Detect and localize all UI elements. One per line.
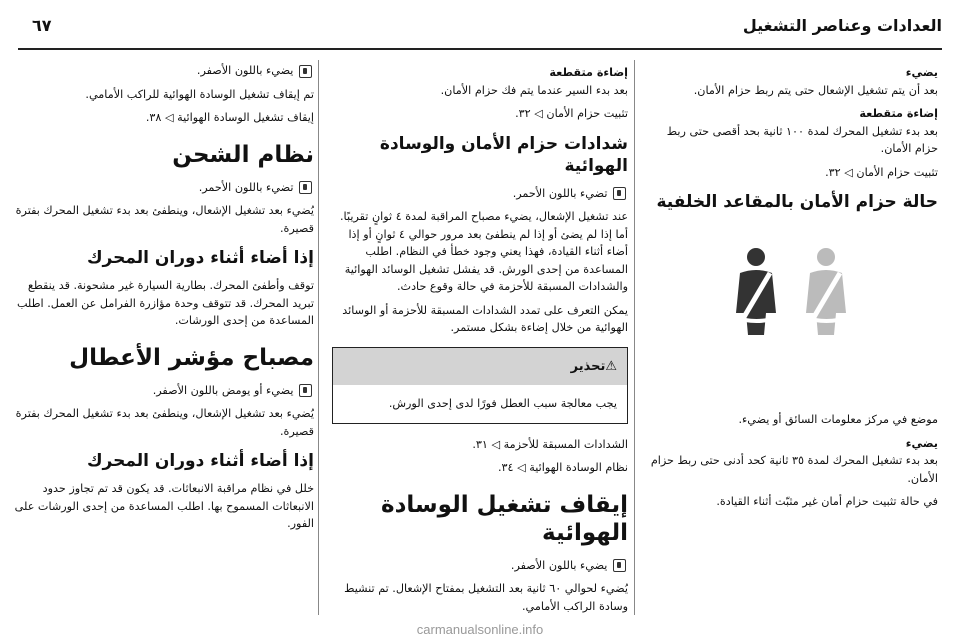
seatbelt-icon-inactive bbox=[796, 243, 858, 338]
cross-reference: الشدادات المسبقة للأحزمة ◁ ٣١. bbox=[472, 437, 628, 451]
page-number: ٦٧ bbox=[32, 16, 52, 35]
seatbelt-figure bbox=[648, 233, 938, 383]
paragraph: عند تشغيل الإشعال، يضيء مصباح المراقبة لمدة ٤ ثوانٍ تقريبًا. أما إذا لم يضئ أو إذا لم ينطفئ بعد مرور حوالي ٤ ثوانٍ أو إذا أضاء أثناء القيادة، فهذا يعني وجود خطأ في النظام. اطلب المساعدة من إحدى الورش. قد يفشل تشغيل الوسائد الهوائية والشدادات المسبقة للأحزمة في حالة وقوع حادث. bbox=[339, 210, 628, 293]
paragraph: يمكن التعرف على تمدد الشدادات المسبقة للأحزمة أو الوسائد الهوائية من خلال إضاءة بشكل مستمر. bbox=[342, 303, 628, 334]
paragraph: بعد أن يتم تشغيل الإشعال حتى يتم ربط حزام الأمان. bbox=[693, 83, 938, 97]
paragraph: تم إيقاف تشغيل الوسادة الهوائية للراكب الأمامي. bbox=[85, 87, 314, 101]
paragraph: بعد بدء السير عندما يتم فك حزام الأمان. bbox=[440, 83, 628, 97]
paragraph: يُضيء بعد تشغيل الإشعال، وينطفئ بعد بدء تشغيل المحرك بفترة قصيرة. bbox=[15, 204, 314, 235]
section-heading-charging: نظام الشحن bbox=[172, 141, 314, 168]
subsection-heading: إذا أضاء أثناء دوران المحرك bbox=[86, 248, 314, 268]
paragraph: توقف وأطفئ المحرك. بطارية السيارة غير مشحونة. قد ينقطع تبريد المحرك. قد تتوقف وحدة مؤازرة الفرامل عن العمل. اطلب المساعدة من إحدى الورشات. bbox=[16, 279, 314, 327]
cross-reference: تثبيت حزام الأمان ◁ ٣٢. bbox=[515, 107, 628, 120]
paragraph: يضيء باللون الأصفر. bbox=[14, 62, 314, 80]
airbag-off-icon bbox=[299, 65, 312, 78]
figure-caption: موضع في مركز معلومات السائق أو يضيء. bbox=[738, 413, 938, 426]
paragraph: بعد بدء تشغيل المحرك لمدة ١٠٠ ثانية بحد أقصى حتى ربط حزام الأمان. bbox=[666, 124, 938, 155]
cross-reference: إيقاف تشغيل الوسادة الهوائية ◁ ٣٨. bbox=[145, 111, 314, 124]
cross-reference: تثبيت حزام الأمان ◁ ٣٢. bbox=[825, 165, 938, 179]
section-heading-malfunction-lamp: مصباح مؤشر الأعطال bbox=[69, 344, 314, 371]
paragraph: خلل في نظام مراقبة الانبعاثات. قد يكون قد تم تجاوز حدود الانبعاثات المسموح بها. اطلب المساعدة من إحدى الورشات على الفور. bbox=[14, 482, 314, 530]
page-title: العدادات وعناصر التشغيل bbox=[742, 16, 942, 35]
paragraph: يُضيء لحوالي ٦٠ ثانية بعد التشغيل بمفتاح الإشعال. تم تنشيط وسادة الراكب الأمامي. bbox=[344, 582, 628, 613]
page-header bbox=[0, 0, 960, 50]
warning-box bbox=[332, 347, 628, 424]
engine-icon bbox=[299, 384, 312, 397]
section-heading-airbag-off: إيقاف تشغيل الوسادة الهوائية bbox=[381, 491, 628, 546]
warning-icon: ⚠ bbox=[605, 358, 617, 374]
subheading-flash: إضاءة متقطعة bbox=[859, 107, 938, 120]
subheading-lit: يضيء bbox=[905, 66, 938, 79]
header-rule bbox=[18, 48, 942, 50]
warning-header: ⚠تحذير bbox=[333, 348, 627, 386]
airbag-off-icon bbox=[613, 559, 626, 572]
column-left bbox=[14, 62, 314, 622]
column-right bbox=[648, 62, 938, 622]
paragraph: يُضيء بعد تشغيل الإشعال، وينطفئ بعد بدء تشغيل المحرك بفترة قصيرة. bbox=[15, 407, 314, 438]
cross-reference: نظام الوسادة الهوائية ◁ ٣٤. bbox=[497, 461, 628, 474]
paragraph: تضيء باللون الأحمر. bbox=[14, 179, 314, 197]
subheading-lit: يضيء bbox=[905, 436, 938, 450]
section-heading-airbag-pretensioner: شدادات حزام الأمان والوسادة الهوائية bbox=[379, 133, 628, 176]
paragraph: تضيء باللون الأحمر. bbox=[332, 185, 628, 203]
battery-icon bbox=[299, 181, 312, 194]
section-heading-rear-belt: حالة حزام الأمان بالمقاعد الخلفية bbox=[656, 192, 938, 212]
paragraph: يضيء أو يومض باللون الأصفر. bbox=[14, 382, 314, 400]
column-divider bbox=[634, 60, 635, 615]
watermark: carmanualsonline.info bbox=[416, 622, 544, 637]
subheading-flash: إضاءة متقطعة bbox=[549, 66, 628, 79]
paragraph: في حالة تثبيت حزام أمان غير مثبّت أثناء القيادة. bbox=[716, 495, 938, 508]
paragraph: يضيء باللون الأصفر. bbox=[332, 557, 628, 575]
warning-text: يجب معالجة سبب العطل فورًا لدى إحدى الورش. bbox=[388, 397, 617, 410]
column-divider bbox=[318, 60, 319, 615]
column-middle bbox=[332, 62, 628, 622]
seatbelt-icon-active bbox=[726, 243, 788, 338]
airbag-icon bbox=[613, 187, 626, 200]
subsection-heading: إذا أضاء أثناء دوران المحرك bbox=[86, 451, 314, 471]
paragraph: بعد بدء تشغيل المحرك لمدة ٣٥ ثانية كحد أدنى حتى ربط حزام الأمان. bbox=[650, 454, 938, 485]
